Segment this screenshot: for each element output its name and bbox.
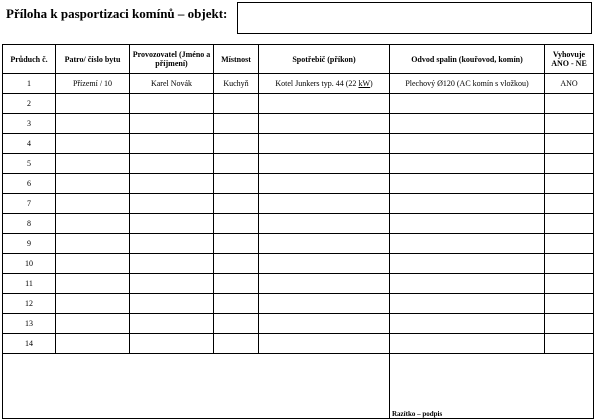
column-header: Spotřebič (příkon) xyxy=(259,45,390,74)
table-row xyxy=(3,254,594,274)
cell-no: 2 xyxy=(3,94,56,114)
cell-no: 10 xyxy=(3,254,56,274)
cell-floor[interactable] xyxy=(56,214,130,234)
cell-appliance[interactable] xyxy=(259,174,390,194)
table-row xyxy=(3,174,594,194)
cell-flue[interactable] xyxy=(390,234,545,254)
cell-operator[interactable] xyxy=(130,214,214,234)
cell-operator[interactable] xyxy=(130,114,214,134)
column-header: Patro/ číslo bytu xyxy=(56,45,130,74)
cell-flue[interactable] xyxy=(390,134,545,154)
cell-room[interactable] xyxy=(214,234,259,254)
cell-operator[interactable] xyxy=(130,174,214,194)
table-row xyxy=(3,114,594,134)
cell-ok[interactable] xyxy=(545,274,594,294)
cell-floor[interactable] xyxy=(56,334,130,354)
cell-floor[interactable] xyxy=(56,314,130,334)
cell-operator[interactable] xyxy=(130,154,214,174)
cell-operator[interactable] xyxy=(130,274,214,294)
cell-ok[interactable] xyxy=(545,334,594,354)
table-row xyxy=(3,234,594,254)
cell-floor[interactable] xyxy=(56,94,130,114)
chimney-table xyxy=(2,44,594,419)
cell-flue[interactable] xyxy=(390,314,545,334)
cell-ok[interactable] xyxy=(545,174,594,194)
cell-ok[interactable] xyxy=(545,94,594,114)
cell-appliance[interactable] xyxy=(259,254,390,274)
cell-appliance[interactable] xyxy=(259,94,390,114)
cell-flue[interactable] xyxy=(390,294,545,314)
column-header: Průduch č. xyxy=(3,45,56,74)
cell-appliance[interactable] xyxy=(259,334,390,354)
cell-floor[interactable] xyxy=(56,174,130,194)
cell-ok[interactable] xyxy=(545,254,594,274)
cell-no: 7 xyxy=(3,194,56,214)
cell-no: 1 xyxy=(3,74,56,94)
stamp-label: Razítko – podpis xyxy=(392,410,443,418)
cell-operator[interactable]: Karel Novák xyxy=(130,74,214,94)
column-header: Provozovatel (Jméno a příjmení) xyxy=(130,45,214,74)
cell-flue[interactable] xyxy=(390,254,545,274)
cell-no: 6 xyxy=(3,174,56,194)
table-row xyxy=(3,194,594,214)
cell-room[interactable] xyxy=(214,254,259,274)
cell-no: 14 xyxy=(3,334,56,354)
cell-room[interactable]: Kuchyň xyxy=(214,74,259,94)
cell-flue[interactable]: Plechový Ø120 (AC komín s vložkou) xyxy=(390,74,545,94)
cell-flue[interactable] xyxy=(390,174,545,194)
cell-floor[interactable] xyxy=(56,194,130,214)
cell-ok[interactable] xyxy=(545,294,594,314)
table-header xyxy=(3,45,594,74)
cell-floor[interactable] xyxy=(56,294,130,314)
cell-ok[interactable] xyxy=(545,314,594,334)
appliance-text: Kotel Junkers typ. 44 (22 xyxy=(275,79,359,88)
column-header: Odvod spalin (kouřovod, komín) xyxy=(390,45,545,74)
cell-no: 5 xyxy=(3,154,56,174)
cell-floor[interactable] xyxy=(56,134,130,154)
cell-ok[interactable] xyxy=(545,114,594,134)
cell-appliance[interactable] xyxy=(259,114,390,134)
appliance-end: ) xyxy=(370,79,373,88)
cell-floor[interactable]: Přízemí / 10 xyxy=(56,74,130,94)
cell-operator[interactable] xyxy=(130,234,214,254)
cell-no: 9 xyxy=(3,234,56,254)
cell-no: 4 xyxy=(3,134,56,154)
table-row xyxy=(3,154,594,174)
cell-operator[interactable] xyxy=(130,294,214,314)
cell-ok[interactable] xyxy=(545,234,594,254)
cell-no: 3 xyxy=(3,114,56,134)
cell-room[interactable] xyxy=(214,94,259,114)
cell-appliance[interactable] xyxy=(259,214,390,234)
cell-flue[interactable] xyxy=(390,214,545,234)
cell-room[interactable] xyxy=(214,134,259,154)
object-name-field[interactable] xyxy=(237,2,592,34)
cell-operator[interactable] xyxy=(130,334,214,354)
table-row xyxy=(3,74,594,94)
cell-ok[interactable] xyxy=(545,194,594,214)
cell-appliance[interactable] xyxy=(259,134,390,154)
cell-flue[interactable] xyxy=(390,94,545,114)
cell-no: 12 xyxy=(3,294,56,314)
cell-no: 11 xyxy=(3,274,56,294)
appliance-unit: kW xyxy=(358,79,370,88)
cell-appliance[interactable] xyxy=(259,234,390,254)
notes-area[interactable] xyxy=(3,354,390,419)
cell-flue[interactable] xyxy=(390,154,545,174)
cell-operator[interactable] xyxy=(130,94,214,114)
cell-floor[interactable] xyxy=(56,274,130,294)
cell-floor[interactable] xyxy=(56,114,130,134)
table-row xyxy=(3,214,594,234)
cell-floor[interactable] xyxy=(56,154,130,174)
stamp-area[interactable] xyxy=(390,354,594,419)
cell-appliance[interactable] xyxy=(259,74,390,94)
cell-room[interactable] xyxy=(214,334,259,354)
table-row xyxy=(3,294,594,314)
table-row xyxy=(3,274,594,294)
cell-operator[interactable] xyxy=(130,314,214,334)
column-header: Místnost xyxy=(214,45,259,74)
footer-row xyxy=(3,354,594,419)
cell-appliance[interactable] xyxy=(259,274,390,294)
cell-flue[interactable] xyxy=(390,274,545,294)
cell-operator[interactable] xyxy=(130,254,214,274)
cell-room[interactable] xyxy=(214,294,259,314)
cell-ok[interactable] xyxy=(545,134,594,154)
cell-room[interactable] xyxy=(214,214,259,234)
cell-operator[interactable] xyxy=(130,194,214,214)
cell-appliance[interactable] xyxy=(259,294,390,314)
table-row xyxy=(3,134,594,154)
cell-appliance[interactable] xyxy=(259,314,390,334)
cell-ok[interactable]: ANO xyxy=(545,74,594,94)
cell-room[interactable] xyxy=(214,314,259,334)
table-row xyxy=(3,94,594,114)
cell-ok[interactable] xyxy=(545,214,594,234)
cell-floor[interactable] xyxy=(56,234,130,254)
cell-no: 8 xyxy=(3,214,56,234)
cell-no: 13 xyxy=(3,314,56,334)
form-title: Příloha k pasportizaci komínů – objekt: xyxy=(6,6,228,21)
column-header: Vyhovuje ANO - NE xyxy=(545,45,594,74)
cell-flue[interactable] xyxy=(390,334,545,354)
cell-flue[interactable] xyxy=(390,114,545,134)
cell-room[interactable] xyxy=(214,194,259,214)
cell-room[interactable] xyxy=(214,114,259,134)
cell-room[interactable] xyxy=(214,154,259,174)
cell-appliance[interactable] xyxy=(259,154,390,174)
table-row xyxy=(3,334,594,354)
cell-ok[interactable] xyxy=(545,154,594,174)
cell-floor[interactable] xyxy=(56,254,130,274)
cell-room[interactable] xyxy=(214,274,259,294)
cell-operator[interactable] xyxy=(130,134,214,154)
cell-flue[interactable] xyxy=(390,194,545,214)
table-row xyxy=(3,314,594,334)
cell-appliance[interactable] xyxy=(259,194,390,214)
cell-room[interactable] xyxy=(214,174,259,194)
